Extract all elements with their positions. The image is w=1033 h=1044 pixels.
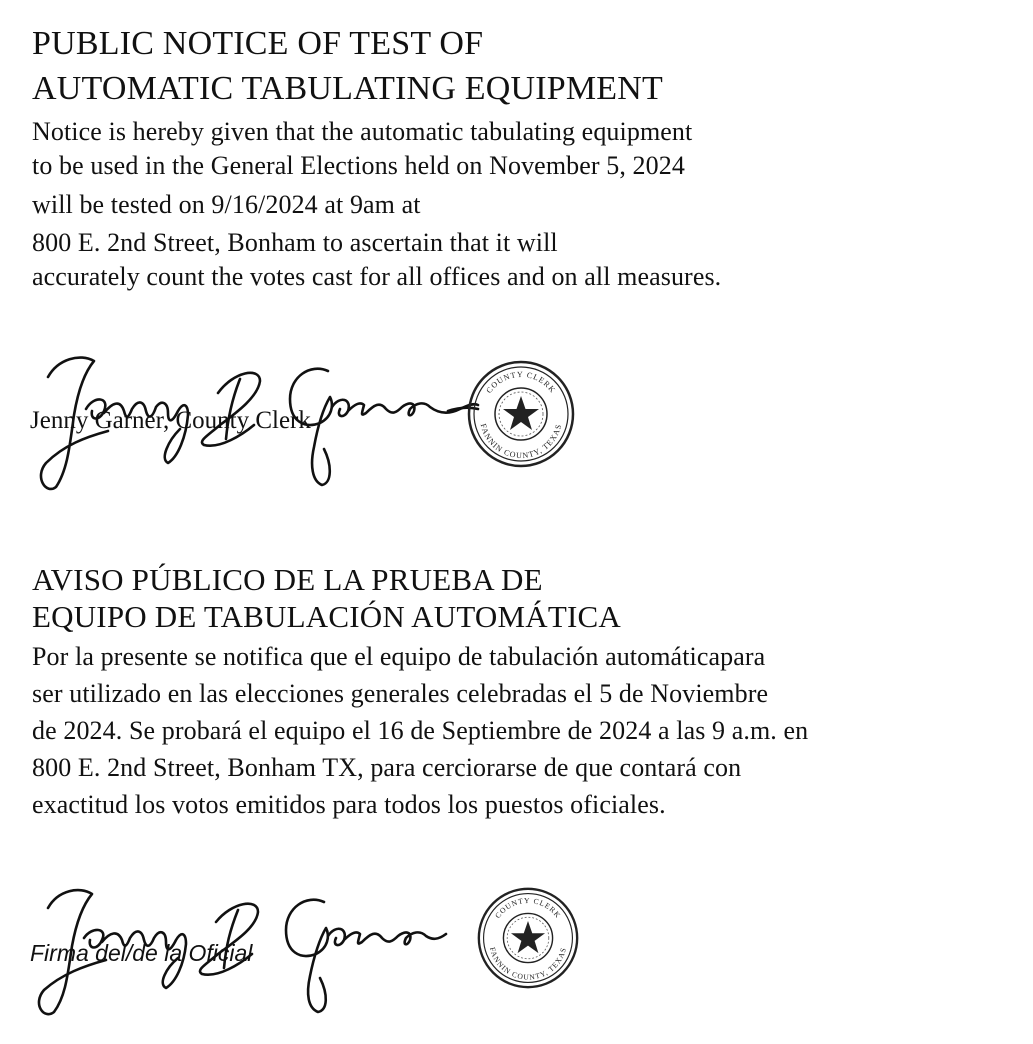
svg-text:FANNIN COUNTY, TEXAS xyxy=(479,423,564,460)
spanish-heading-line-1: AVISO PÚBLICO DE LA PRUEBA DE xyxy=(32,562,543,597)
english-body-line-1: Notice is hereby given that the automatic tabulating equipment xyxy=(32,117,693,146)
english-heading-line-2: AUTOMATIC TABULATING EQUIPMENT xyxy=(32,70,663,107)
svg-text:COUNTY CLERK xyxy=(493,896,563,920)
spanish-body-line-2: ser utilizado en las elecciones generales celebradas el 5 de Noviembre xyxy=(32,679,769,708)
english-heading-line-1: PUBLIC NOTICE OF TEST OF xyxy=(32,25,484,62)
english-body-line-5: accurately count the votes cast for all offices and on all measures. xyxy=(32,262,722,291)
english-body-line-3: will be tested on 9/16/2024 at 9am at xyxy=(32,190,421,219)
seal-bottom-text-2: FANNIN COUNTY, TEXAS xyxy=(487,946,569,982)
seal-top-text: COUNTY CLERK xyxy=(484,369,558,395)
english-body-line-4: 800 E. 2nd Street, Bonham to ascertain that it will xyxy=(32,228,558,257)
english-signature-label: Jenny Garner, County Clerk xyxy=(30,407,311,434)
seal-bottom-text: FANNIN COUNTY, TEXAS xyxy=(478,422,564,461)
spanish-body-line-4: 800 E. 2nd Street, Bonham TX, para cerciorarse de que contará con xyxy=(32,753,742,782)
svg-text:FANNIN COUNTY, TEXAS xyxy=(488,946,568,982)
spanish-body-line-5: exactitud los votos emitidos para todos los puestos oficiales. xyxy=(32,790,666,819)
spanish-body-line-3: de 2024. Se probará el equipo el 16 de Septiembre de 2024 a las 9 a.m. en xyxy=(32,716,809,745)
spanish-heading-line-2: EQUIPO DE TABULACIÓN AUTOMÁTICA xyxy=(32,599,621,634)
spanish-body-line-1: Por la presente se notifica que el equipo de tabulación automáticapara xyxy=(32,642,766,671)
spanish-signature-label: Firma del/de la Oficial xyxy=(30,940,253,966)
county-seal-english xyxy=(466,359,576,469)
county-seal-spanish xyxy=(476,886,580,990)
seal-top-text-2: COUNTY CLERK xyxy=(493,895,563,921)
english-body-line-2: to be used in the General Elections held on November 5, 2024 xyxy=(32,151,685,180)
svg-text:COUNTY CLERK xyxy=(484,370,557,395)
